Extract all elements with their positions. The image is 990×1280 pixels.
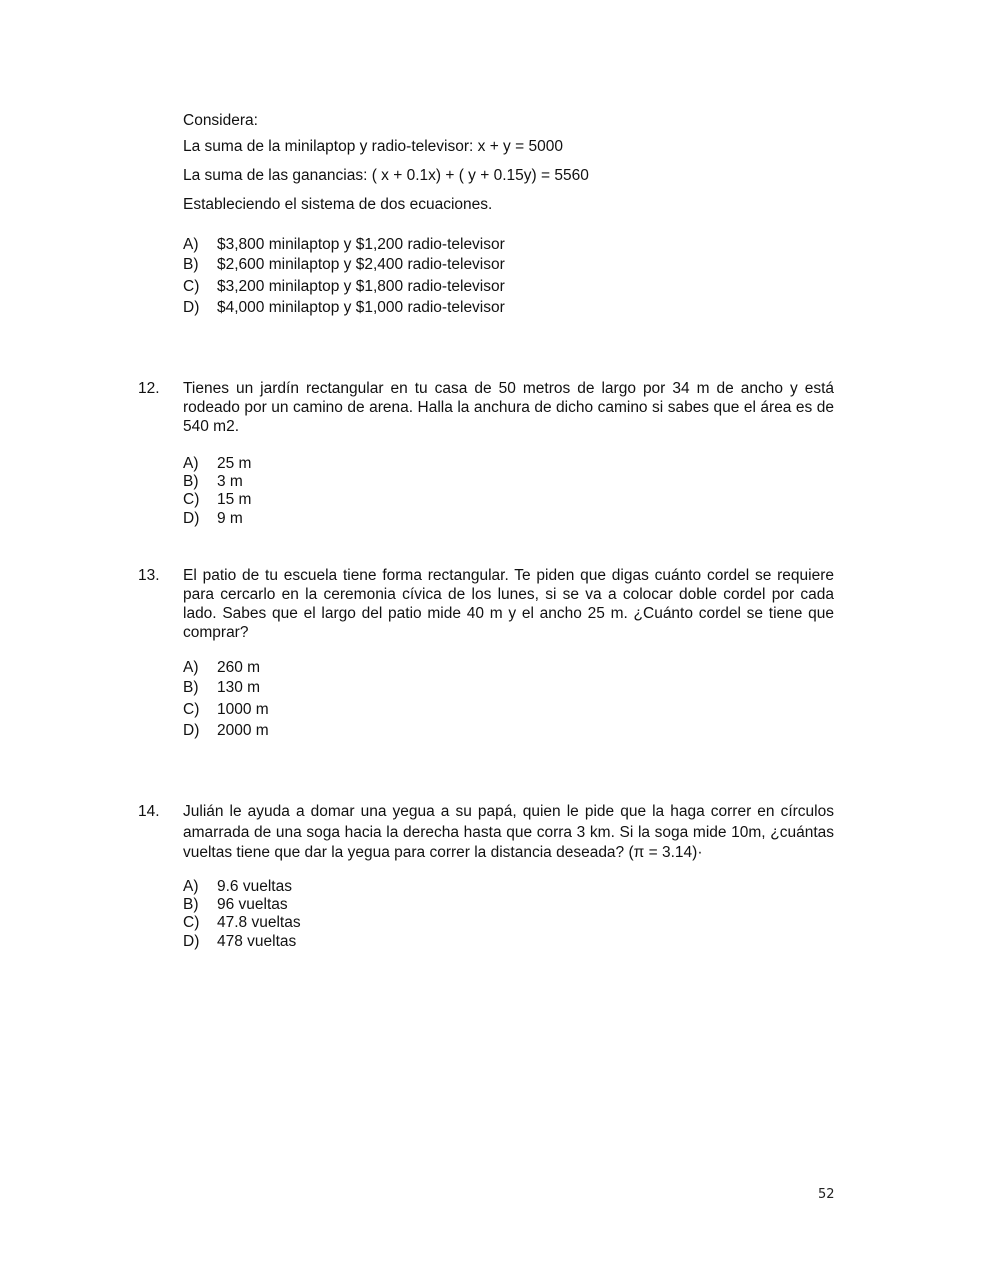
question-text: Tienes un jardín rectangular en tu casa de 50 metros de largo por 34 m de ancho y está rodeado por un camino de arena. Halla la anchura de dicho camino si sabes que el área es de 540 m2. — [183, 380, 834, 435]
option-letter: A) — [183, 236, 199, 253]
option-letter: D) — [183, 299, 200, 316]
option-letter: C) — [183, 491, 200, 508]
question-number: 12. — [138, 380, 160, 397]
q12-option-a — [183, 455, 251, 473]
option-letter: C) — [183, 701, 200, 718]
q14-option-d — [183, 933, 296, 951]
q13-option-c — [183, 701, 269, 719]
intro-option-a — [183, 236, 505, 254]
question-text: El patio de tu escuela tiene forma rectangular. Te piden que digas cuánto cordel se requiere para cercarlo en la ceremonia cívica de los lunes, si se va a colocar doble cordel por cada lado. Sabes que el largo del patio mide 40 m y el ancho 25 m. ¿Cuánto cordel se tiene que comprar? — [183, 567, 834, 641]
option-letter: B) — [183, 473, 199, 490]
option-letter: B) — [183, 256, 199, 273]
option-letter: A) — [183, 455, 199, 472]
q13-option-b — [183, 679, 260, 697]
q12-option-d — [183, 510, 243, 528]
option-text: $3,800 minilaptop y $1,200 radio-televisor — [217, 236, 505, 253]
option-text: 15 m — [217, 491, 252, 508]
option-text: 3 m — [217, 473, 243, 490]
option-letter: D) — [183, 933, 200, 950]
option-text: 130 m — [217, 679, 261, 696]
option-letter: A) — [183, 659, 199, 676]
intro-line: La suma de la minilaptop y radio-televisor: x + y = 5000 — [183, 138, 563, 155]
option-text: $4,000 minilaptop y $1,000 radio-televisor — [217, 299, 505, 316]
option-letter: B) — [183, 896, 199, 913]
option-text: 9 m — [217, 510, 243, 527]
q12-option-c — [183, 491, 251, 509]
option-text: 96 vueltas — [217, 896, 288, 913]
q14-option-c — [183, 914, 301, 932]
q12-option-b — [183, 473, 243, 491]
option-text: $2,600 minilaptop y $2,400 radio-televisor — [217, 256, 505, 273]
q14-option-b — [183, 896, 288, 914]
intro-option-b — [183, 256, 505, 274]
option-letter: C) — [183, 278, 200, 295]
page-number: 52 — [818, 1187, 835, 1202]
intro-line: Estableciendo el sistema de dos ecuaciones. — [183, 196, 493, 213]
intro-option-d — [183, 299, 505, 317]
intro-heading: Considera: — [183, 112, 258, 129]
option-letter: A) — [183, 878, 199, 895]
option-letter: D) — [183, 722, 200, 739]
option-text: 1000 m — [217, 701, 269, 718]
option-text: 25 m — [217, 455, 252, 472]
option-letter: D) — [183, 510, 200, 527]
option-letter: C) — [183, 914, 200, 931]
q13-option-d — [183, 722, 269, 740]
option-text: 478 vueltas — [217, 933, 297, 950]
q13-option-a — [183, 659, 260, 677]
intro-line: La suma de las ganancias: ( x + 0.1x) + ( y + 0.15y) = 5560 — [183, 167, 589, 184]
option-text: 9.6 vueltas — [217, 878, 292, 895]
option-text: 47.8 vueltas — [217, 914, 301, 931]
option-text: 260 m — [217, 659, 261, 676]
option-letter: B) — [183, 679, 199, 696]
q14-option-a — [183, 878, 292, 896]
question-number: 13. — [138, 567, 160, 584]
question-text: Julián le ayuda a domar una yegua a su papá, quien le pide que la haga correr en círculos amarrada de una soga hacia la derecha hasta que corra 3 km. Si la soga mide 10m, ¿cuántas vueltas tiene que dar la yegua para correr la distancia deseada? (π = 3.14)· — [183, 803, 834, 861]
option-text: $3,200 minilaptop y $1,800 radio-televisor — [217, 278, 505, 295]
intro-option-c — [183, 278, 505, 296]
question-number: 14. — [138, 803, 160, 820]
option-text: 2000 m — [217, 722, 269, 739]
